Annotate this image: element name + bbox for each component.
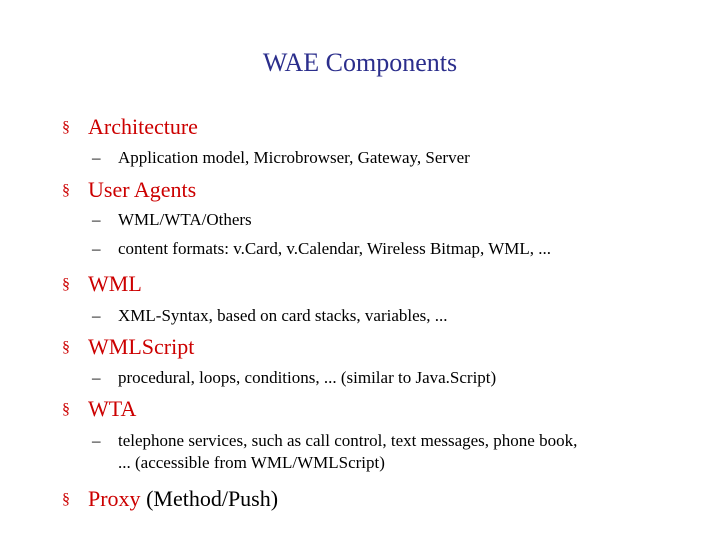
bullet-label: Proxy [88, 486, 141, 511]
bullet-marker-icon: § [62, 182, 70, 199]
bullet-label: WTA [88, 396, 137, 421]
bullet-label: User Agents [88, 177, 197, 202]
bullet-label: WML [88, 271, 142, 296]
bullet-proxy [62, 486, 278, 513]
dash-icon: – [92, 210, 101, 229]
bullet-label: Architecture [88, 114, 198, 139]
bullet-architecture [62, 114, 198, 141]
dash-icon: – [92, 306, 101, 325]
sub-item-text: WML/WTA/Others [118, 210, 252, 229]
sub-item [92, 209, 252, 231]
dash-icon: – [92, 239, 101, 258]
bullet-marker-icon: § [62, 119, 70, 136]
sub-item-text: XML-Syntax, based on card stacks, variables, ... [118, 306, 448, 325]
bullet-marker-icon: § [62, 339, 70, 356]
slide-title: WAE Components [262, 48, 458, 77]
dash-icon: – [92, 148, 101, 167]
bullet-marker-icon: § [62, 401, 70, 418]
sub-item-text: procedural, loops, conditions, ... (similar to Java.Script) [118, 368, 497, 387]
bullet-marker-icon: § [62, 491, 70, 508]
dash-icon: – [92, 431, 101, 450]
sub-item [92, 367, 496, 389]
sub-item-text: Application model, Microbrowser, Gateway, Server [118, 148, 470, 167]
sub-item [92, 147, 470, 169]
bullet-wml [62, 271, 142, 298]
sub-item [92, 430, 577, 474]
sub-item [92, 305, 448, 327]
bullet-wta [62, 396, 136, 423]
sub-item [92, 238, 551, 260]
bullet-user-agents [62, 177, 196, 204]
sub-item-text: telephone services, such as call control, text messages, phone book, [118, 431, 578, 450]
bullet-marker-icon: § [62, 276, 70, 293]
bullet-wmlscript [62, 334, 194, 361]
bullet-label: WMLScript [88, 334, 195, 359]
bullet-suffix: (Method/Push) [140, 486, 279, 511]
sub-item-continuation: ... (accessible from WML/WMLScript) [118, 453, 385, 472]
sub-item-text: content formats: v.Card, v.Calendar, Wireless Bitmap, WML, ... [118, 239, 551, 258]
dash-icon: – [92, 368, 101, 387]
